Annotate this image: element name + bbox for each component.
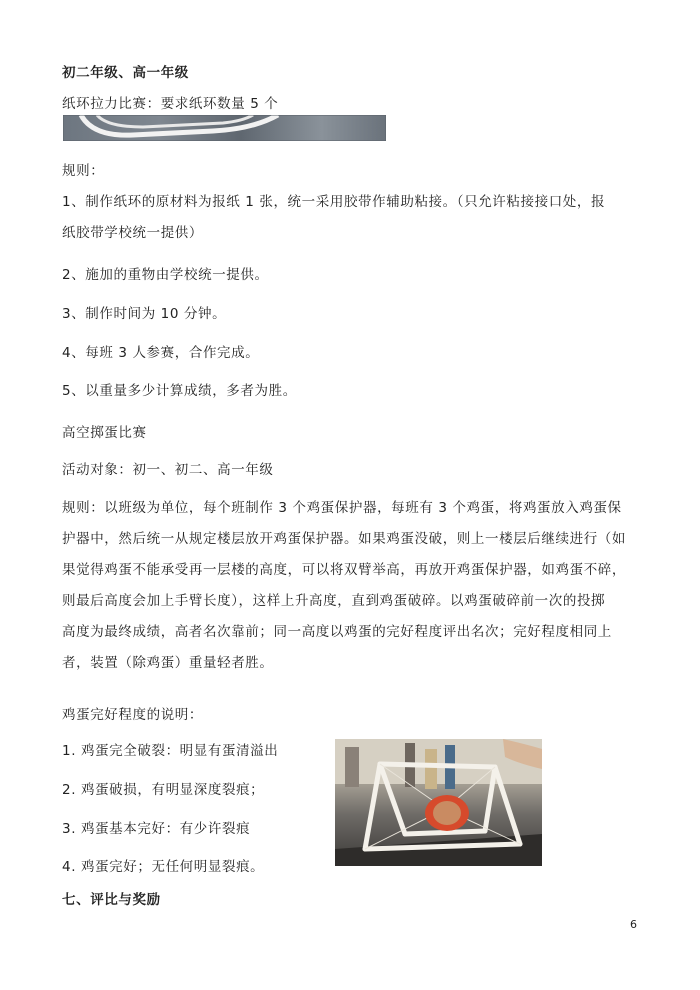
egg-drop-title: 高空掷蛋比赛 [62, 425, 147, 441]
paper-rule-2: 2、施加的重物由学校统一提供。 [62, 267, 269, 283]
egg-rules [62, 499, 640, 685]
paper-rule-1-line-2: 纸胶带学校统一提供） [62, 225, 203, 241]
paper-rule-1 [62, 193, 640, 255]
egg-rules-line: 高度为最终成绩，高者名次靠前；同一高度以鸡蛋的完好程度评出名次；完好程度相同上 [62, 624, 612, 640]
paper-ring-photo [63, 115, 386, 141]
egg-rules-line: 则最后高度会加上手臂长度），这样上升高度，直到鸡蛋破碎。以鸡蛋破碎前一次的投掷 [62, 593, 606, 609]
egg-rules-line: 果觉得鸡蛋不能承受再一层楼的高度，可以将双臂举高，再放开鸡蛋保护器，如鸡蛋不碎， [62, 562, 626, 578]
egg-rules-line: 规则：以班级为单位，每个班制作 3 个鸡蛋保护器，每班有 3 个鸡蛋，将鸡蛋放入鸡蛋保 [62, 500, 622, 516]
egg-targets: 活动对象：初一、初二、高一年级 [62, 462, 274, 478]
rules-label: 规则： [62, 163, 105, 179]
egg-rules-line: 护器中，然后统一从规定楼层放开鸡蛋保护器。如果鸡蛋没破，则上一楼层后继续进行（如 [62, 531, 626, 547]
grades-heading: 初二年级、高一年级 [62, 65, 189, 81]
egg-protector-photo [335, 739, 542, 866]
page-number: 6 [630, 918, 637, 931]
paper-rule-3: 3、制作时间为 10 分钟。 [62, 306, 227, 322]
egg-condition-4: 4. 鸡蛋完好；无任何明显裂痕。 [62, 859, 265, 875]
egg-condition-title: 鸡蛋完好程度的说明： [62, 707, 203, 723]
egg-rules-line: 者，装置（除鸡蛋）重量轻者胜。 [62, 655, 274, 671]
paper-ring-title: 纸环拉力比赛：要求纸环数量 5 个 [62, 96, 279, 112]
egg-condition-1: 1. 鸡蛋完全破裂：明显有蛋清溢出 [62, 743, 279, 759]
paper-rule-5: 5、以重量多少计算成绩，多者为胜。 [62, 383, 297, 399]
paper-rule-4: 4、每班 3 人参赛，合作完成。 [62, 345, 260, 361]
paper-rule-1-line-1: 1、制作纸环的原材料为报纸 1 张，统一采用胶带作辅助粘接。（只允许粘接接口处，报 [62, 194, 606, 210]
section-seven-heading: 七、评比与奖励 [62, 892, 161, 908]
egg-condition-3: 3. 鸡蛋基本完好：有少许裂痕 [62, 821, 251, 837]
egg-condition-2: 2. 鸡蛋破损，有明显深度裂痕； [62, 782, 265, 798]
